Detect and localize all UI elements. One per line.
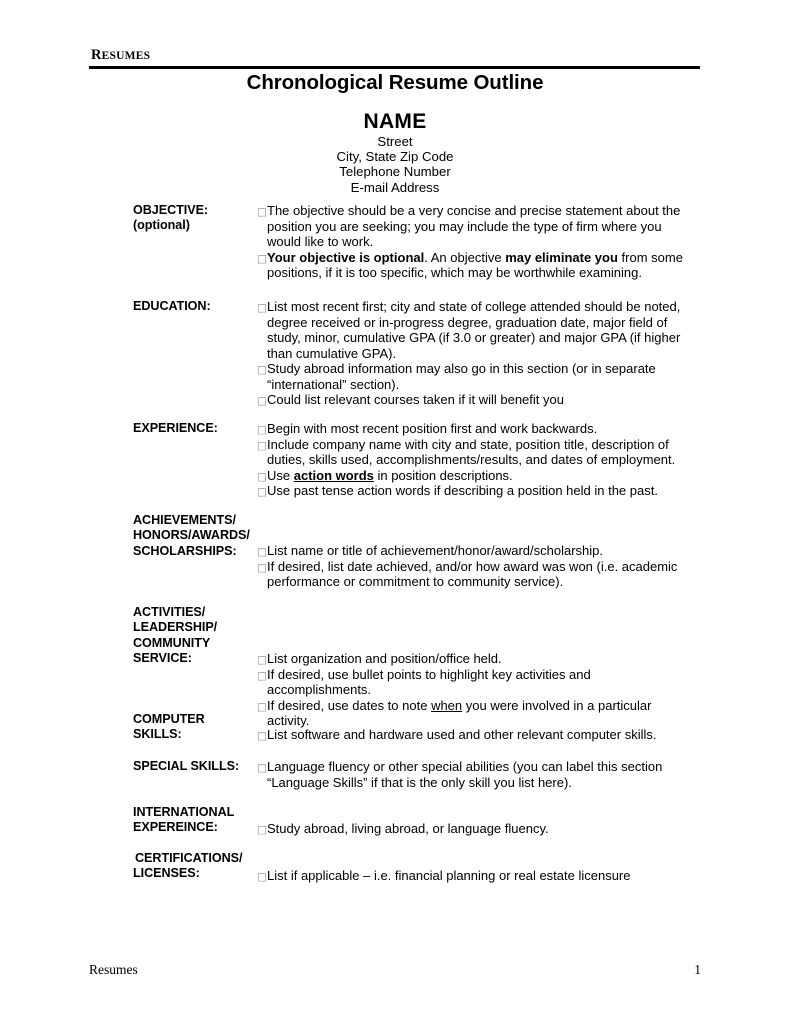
section-body-activities (257, 605, 697, 729)
bullet-text-run: The objective should be a very concise and precise statement about the position you are seeking; you may include the type of firm where you would like to work. (267, 203, 681, 249)
section-education (0, 299, 791, 408)
bullet-objective-optional (257, 250, 697, 281)
section-label-line: CERTIFICATIONS/ (135, 851, 243, 865)
section-label-line: LICENSES: (133, 866, 200, 881)
section-experience (0, 421, 791, 499)
section-label-line: SCHOLARSHIPS: (133, 543, 237, 558)
section-label-line: EXPERIENCE: (133, 421, 218, 435)
bullet-text-run: Use (267, 467, 294, 483)
section-label-education (133, 299, 257, 314)
bullet-education-study-abroad (257, 361, 697, 392)
bullet-square-icon: □ (257, 302, 267, 314)
bullet-text-run: List if applicable – i.e. financial planning or real estate licensure (267, 868, 631, 883)
section-body-special-skills (257, 759, 697, 790)
bullet-objective-concise (257, 203, 697, 250)
bullet-square-icon: □ (257, 762, 267, 774)
bullet-text-run: Could list relevant courses taken if it will benefit you (267, 392, 564, 407)
section-label-line: HONORS/AWARDS/ (133, 528, 250, 543)
bullet-square-icon: □ (257, 824, 267, 836)
bullet-square-icon: □ (257, 700, 267, 713)
section-special-skills (0, 759, 791, 790)
section-label-line: OBJECTIVE: (133, 203, 209, 217)
footer-page-number: 1 (694, 962, 701, 977)
section-label-achievements (133, 513, 257, 559)
running-header-rest: ESUMES (101, 50, 151, 62)
section-label-line: LEADERSHIP/ (133, 620, 218, 635)
section-label-line: SKILLS: (133, 727, 182, 742)
section-label-computer-skills (133, 712, 257, 743)
bullet-experience-company (257, 437, 697, 468)
bullet-experience-past-tense (257, 483, 697, 499)
section-body-achievements (257, 513, 697, 590)
section-label-line: COMMUNITY (133, 635, 211, 650)
bullet-text-run: List organization and position/office held. (267, 651, 502, 666)
bullet-square-icon: □ (257, 206, 267, 218)
bullet-square-icon: □ (257, 424, 267, 436)
section-label-special-skills (133, 759, 257, 774)
section-label-certifications (133, 851, 257, 882)
section-label-line: EDUCATION: (133, 299, 211, 313)
bullet-text-run: . An objective (424, 249, 506, 265)
bullet-achievements-date (257, 559, 697, 590)
section-label-line: EXPEREINCE: (133, 820, 218, 835)
section-label-objective (133, 203, 257, 234)
bullet-text-run: from some positions, if it is too specific, which may be worthwhile examining. (267, 249, 683, 280)
bullet-text-run: action words (293, 467, 374, 483)
bullet-text-run: Include company name with city and state, position title, description of duties, skills used, accomplishments/results, and dates of employment. (267, 436, 676, 467)
section-label-line: COMPUTER (133, 712, 205, 726)
section-label-activities (133, 605, 257, 667)
contact-line-city-state-zip: City, State Zip Code (336, 149, 454, 165)
bullet-text-run: List name or title of achievement/honor/award/scholarship. (267, 543, 604, 558)
bullet-text-run: Your objective is optional (267, 249, 425, 265)
running-header-label (89, 47, 152, 67)
bullet-square-icon: □ (257, 252, 267, 265)
section-body-objective (257, 203, 697, 281)
contact-name: NAME (363, 110, 427, 133)
section-label-line: SERVICE: (133, 651, 192, 666)
bullet-square-icon: □ (257, 546, 267, 558)
bullet-square-icon: □ (257, 654, 267, 666)
bullet-text-run: If desired, use dates to note (267, 697, 432, 713)
contact-line-street: Street (377, 134, 413, 149)
bullet-text-run: Language fluency or other special abilities (you can label this section “Language Skills” if that is the only skill you list here). (267, 759, 663, 790)
section-label-line: ACHIEVEMENTS/ (133, 513, 236, 527)
page-footer (89, 962, 701, 978)
running-header-initial: R (91, 47, 102, 63)
footer-section-name: Resumes (89, 962, 138, 977)
bullet-education-courses (257, 392, 697, 408)
bullet-experience-recent-first (257, 421, 697, 437)
section-certifications (0, 851, 791, 884)
running-header (89, 46, 701, 67)
bullet-square-icon: □ (257, 871, 267, 883)
bullet-text-run: Begin with most recent position first and work backwards. (267, 421, 598, 436)
section-computer-skills (0, 712, 791, 743)
bullet-square-icon: □ (257, 561, 267, 574)
contact-line-telephone: Telephone Number (339, 164, 451, 180)
section-label-line: ACTIVITIES/ (133, 605, 206, 619)
bullet-education-recent (257, 299, 697, 361)
bullet-square-icon: □ (257, 486, 267, 498)
bullet-text-run: when (431, 697, 463, 713)
section-label-international (133, 805, 257, 836)
bullet-activities-bullets (257, 667, 697, 698)
contact-line-email: E-mail Address (350, 179, 440, 195)
section-label-line: INTERNATIONAL (133, 805, 235, 819)
section-activities (0, 605, 791, 729)
bullet-square-icon: □ (257, 730, 267, 742)
bullet-achievements-title (257, 543, 697, 559)
bullet-computer-skills-list (257, 727, 697, 743)
bullet-square-icon: □ (257, 439, 267, 452)
bullet-square-icon: □ (257, 669, 267, 682)
bullet-text-run: Study abroad information may also go in this section (or in separate “international” section). (267, 361, 656, 392)
section-body-certifications (257, 851, 697, 884)
section-label-line: (optional) (133, 218, 190, 233)
section-label-experience (133, 421, 257, 436)
bullet-text-run: may eliminate you (505, 249, 618, 265)
section-body-international (257, 805, 697, 837)
bullet-square-icon: □ (257, 470, 267, 483)
bullet-square-icon: □ (257, 364, 267, 376)
bullet-international-study-abroad (257, 821, 697, 837)
section-body-education (257, 299, 697, 408)
bullet-text-run: List software and hardware used and other relevant computer skills. (267, 727, 657, 742)
bullet-text-run: If desired, list date achieved, and/or how award was won (i.e. academic performance or commitment to community service). (267, 558, 678, 589)
bullet-special-skills-language (257, 759, 697, 790)
section-objective (0, 203, 791, 281)
bullet-experience-action-words (257, 468, 697, 484)
contact-block (89, 109, 701, 195)
section-international (0, 805, 791, 837)
bullet-text-run: Use past tense action words if describing a position held in the past. (267, 483, 658, 498)
section-label-line: SPECIAL SKILLS: (133, 759, 240, 773)
bullet-text-run: List most recent first; city and state of college attended should be noted, degree received or in-progress degree, graduation date, major field of study, minor, cumulative GPA (if 3.0 or greater) and major GPA (if higher than cumulative GPA). (267, 299, 681, 361)
bullet-text-run: in position descriptions. (373, 467, 513, 483)
bullet-text-run: Study abroad, living abroad, or language fluency. (267, 821, 549, 836)
section-achievements (0, 513, 791, 590)
bullet-certifications-applicable (257, 868, 697, 884)
bullet-activities-organization (257, 651, 697, 667)
header-divider-rule (89, 66, 700, 69)
bullet-text-run: If desired, use bullet points to highlight key activities and accomplishments. (267, 666, 591, 697)
bullet-square-icon: □ (257, 395, 267, 407)
section-body-computer-skills (257, 712, 697, 743)
section-body-experience (257, 421, 697, 499)
bullet-text-run: you were involved in a particular activity. (267, 697, 652, 728)
page-title: Chronological Resume Outline (246, 71, 544, 94)
